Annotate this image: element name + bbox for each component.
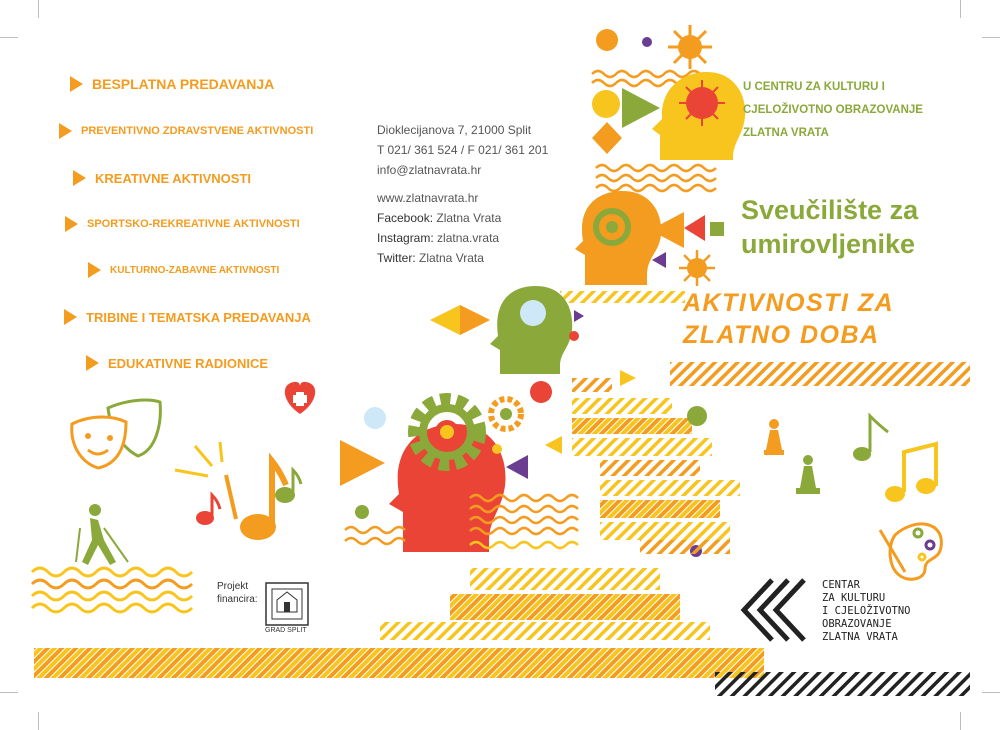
activity-label: SPORTSKO-REKREATIVNE AKTIVNOSTI: [87, 218, 300, 230]
funding-label: [217, 580, 258, 606]
instagram-line[interactable]: [377, 228, 501, 248]
sun-icon: [679, 250, 715, 286]
activity-label: BESPLATNA PREDAVANJA: [92, 76, 275, 92]
activity-item: [73, 170, 251, 186]
music-note-icon: [175, 442, 301, 540]
activity-item: [86, 355, 268, 371]
triangle-bullet-icon: [70, 76, 83, 92]
instagram-label: Instagram:: [377, 231, 434, 245]
sun-icon: [668, 25, 712, 69]
twitter-line[interactable]: [377, 248, 501, 268]
grad-split-logo-icon: [266, 583, 308, 625]
head-icon: [490, 286, 572, 374]
funding-line: Projekt: [217, 581, 249, 592]
orange-dot: [596, 29, 618, 51]
phone-text: T 021/ 361 524 / F 021/ 361 201: [377, 143, 549, 157]
facebook-value: Zlatna Vrata: [433, 211, 502, 225]
logo-line: OBRAZOVANJE: [822, 618, 892, 630]
activity-label: KREATIVNE AKTIVNOSTI: [95, 170, 252, 186]
grad-split-label: GRAD SPLIT: [265, 627, 307, 634]
header-line: ZLATNA VRATA: [743, 127, 829, 139]
page-title: [741, 193, 918, 261]
title-line: umirovljenike: [741, 229, 916, 259]
contact-web-block: [377, 188, 501, 268]
funding-line: financira:: [217, 594, 258, 605]
triangle-bullet-icon: [64, 309, 77, 325]
activity-label: TRIBINE I TEMATSKA PREDAVANJA: [86, 309, 311, 325]
yellow-dot: [592, 90, 620, 118]
red-triangle: [684, 215, 705, 241]
activity-label: KULTURNO-ZABAVNE AKTIVNOSTI: [110, 264, 280, 276]
music-note-icon: [853, 416, 936, 502]
triangle-bullet-icon: [59, 123, 72, 139]
triangle-bullet-icon: [73, 170, 86, 186]
address-text: Dioklecijanova 7, 21000 Split: [377, 123, 532, 137]
orange-triangle: [340, 440, 385, 486]
orange-diamond: [592, 122, 622, 154]
center-logo-text: [822, 579, 911, 644]
heart-icon: [285, 382, 315, 414]
slogan-line: AKTIVNOSTI ZA: [683, 289, 895, 317]
center-header: [743, 76, 923, 145]
gear-icon: [491, 399, 521, 429]
purple-triangle: [652, 252, 666, 268]
activity-item: [65, 216, 300, 232]
chess-piece-icon: [764, 419, 820, 494]
activity-item: [88, 262, 279, 278]
header-line: U CENTRU ZA KULTURU I: [743, 81, 885, 93]
twitter-label: Twitter:: [377, 251, 416, 265]
activity-item: [59, 123, 313, 139]
logo-line: CENTAR: [822, 579, 860, 591]
facebook-label: Facebook:: [377, 211, 434, 225]
nordic-walker-icon: [76, 504, 128, 565]
palette-icon: [880, 524, 941, 579]
facebook-line[interactable]: [377, 208, 501, 228]
contact-address-block: [377, 120, 548, 180]
chevron-logo-icon: [744, 580, 804, 640]
logo-line: ZLATNA VRATA: [822, 631, 898, 643]
activity-item: [64, 309, 311, 325]
green-square: [710, 222, 724, 236]
slogan: [683, 287, 894, 351]
green-triangle: [622, 88, 660, 128]
email-link[interactable]: info@zlatnavrata.hr: [377, 163, 482, 177]
triangle-bullet-icon: [65, 216, 78, 232]
purple-dot: [642, 37, 652, 47]
head-icon: [575, 191, 661, 285]
activity-item: [70, 76, 274, 92]
triangle-bullet-icon: [88, 262, 101, 278]
slogan-line: ZLATNO DOBA: [683, 321, 880, 349]
theatre-masks-icon: [72, 400, 161, 468]
triangle-bullet-icon: [86, 355, 99, 371]
logo-line: I CJELOŽIVOTNO: [822, 605, 911, 617]
header-line: CJELOŽIVOTNO OBRAZOVANJE: [743, 104, 923, 116]
activity-label: EDUKATIVNE RADIONICE: [108, 355, 269, 371]
instagram-value: zlatna.vrata: [433, 231, 500, 245]
title-line: Sveučilište za: [741, 195, 919, 225]
activity-label: PREVENTIVNO ZDRAVSTVENE AKTIVNOSTI: [81, 125, 314, 137]
website-link[interactable]: www.zlatnavrata.hr: [377, 191, 479, 205]
twitter-value: Zlatna Vrata: [415, 251, 484, 265]
logo-line: ZA KULTURU: [822, 592, 886, 604]
